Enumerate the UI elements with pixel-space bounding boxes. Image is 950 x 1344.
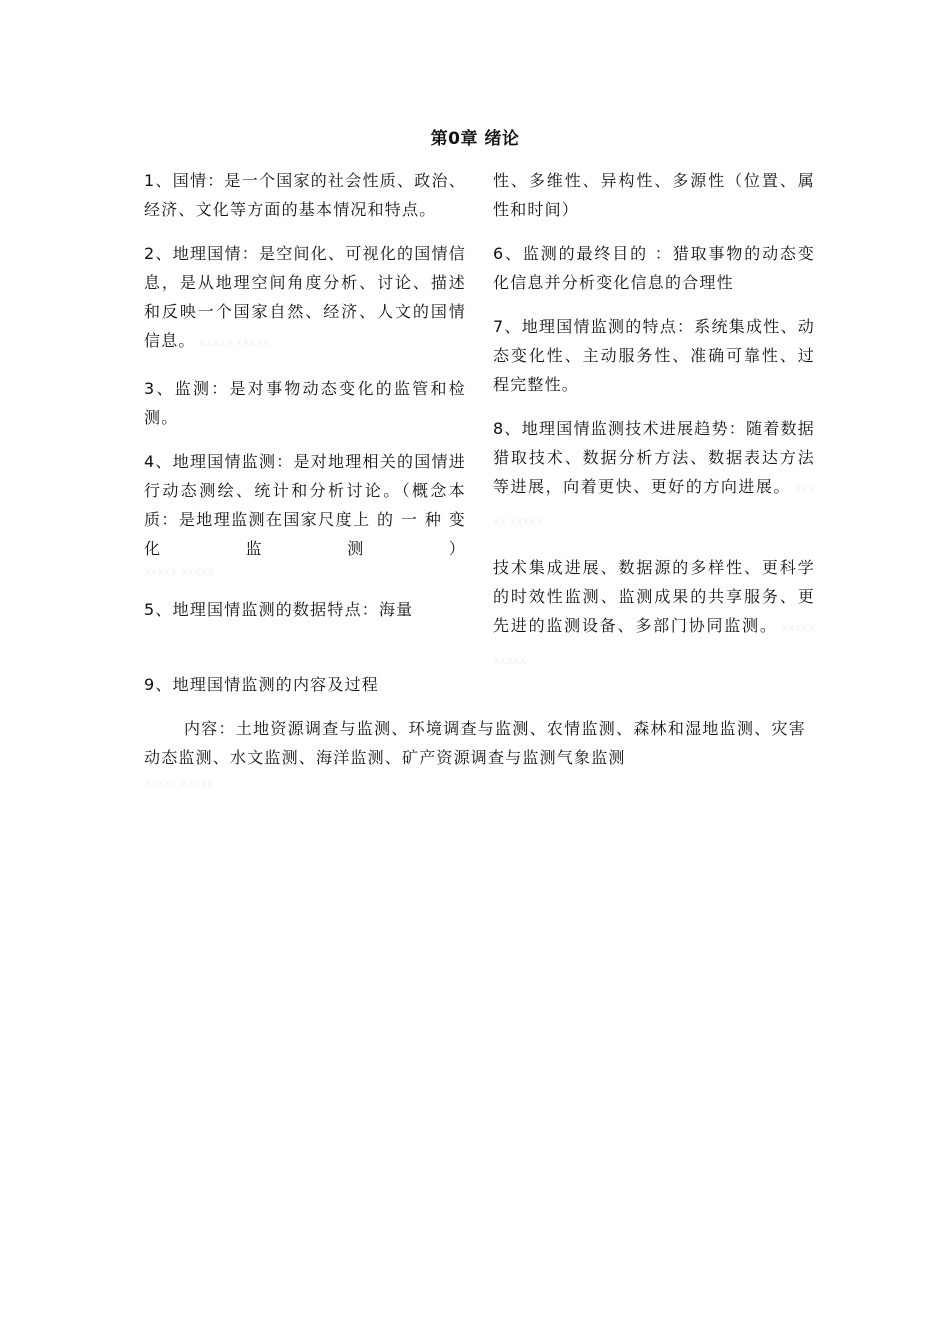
paragraph-3: 3、监测：是对事物动态变化的监管和检测。 — [144, 379, 466, 427]
paragraph-2-text: 2、地理国情：是空间化、可视化的国情信息，是从地理空间角度分析、讨论、描述和反映一个国家自然、经济、人文的国情信息。 — [144, 244, 466, 350]
paragraph-8b — [493, 553, 815, 677]
section-9-content: 内容：土地资源调查与监测、环境调查与监测、农情监测、森林和湿地监测、灾害动态监测、水文监测、海洋监测、矿产资源调查与监测气象监测 — [144, 719, 806, 767]
paragraph-7: 7、地理国情监测的特点：系统集成性、动态变化性、主动服务性、准确可靠性、过程完整性。 — [493, 317, 815, 394]
watermark-text: XXXXX XXXXX — [493, 624, 815, 667]
paragraph-1: 1、国情：是一个国家的社会性质、政治、经济、文化等方面的基本情况和特点。 — [144, 171, 466, 219]
watermark-text: XXXXX XXXXX — [144, 780, 215, 790]
paragraph-8b-text: 技术集成进展、数据源的多样性、更科学的时效性监测、监测成果的共享服务、更先进的监测设备、多部门协同监测。 — [493, 558, 815, 635]
paragraph-5: 5、地理国情监测的数据特点：海量 — [144, 600, 414, 619]
right-column — [493, 166, 815, 692]
watermark-text: XXXXX XXXXX — [199, 339, 270, 349]
chapter-title: 第0章 绪论 — [430, 129, 520, 149]
section-9-heading: 9、地理国情监测的内容及过程 — [144, 675, 379, 694]
watermark-text: XXXXX XXXXX — [493, 485, 815, 528]
paragraph-8 — [493, 414, 815, 538]
paragraph-6: 6、监测的最终目的 ：猎取事物的动态变化信息并分析变化信息的合理性 — [493, 244, 815, 292]
watermark-text: XXXXX XXXXX — [144, 568, 215, 578]
paragraph-2 — [144, 239, 466, 359]
paragraph-5-continued: 性、多维性、异构性、多源性（位置、属性和时间） — [493, 171, 815, 219]
paragraph-8-text: 8、地理国情监测技术进展趋势：随着数据猎取技术、数据分析方法、数据表达方法等进展，向着更快、更好的方向进展。 — [493, 419, 815, 496]
paragraph-4: 4、地理国情监测：是对地理相关的国情进行动态测绘、统计和分析讨论。（概念本质：是地理监测在国家尺度上 的 一 种 变 化 监 测 ） — [144, 452, 466, 558]
left-column — [144, 166, 466, 639]
